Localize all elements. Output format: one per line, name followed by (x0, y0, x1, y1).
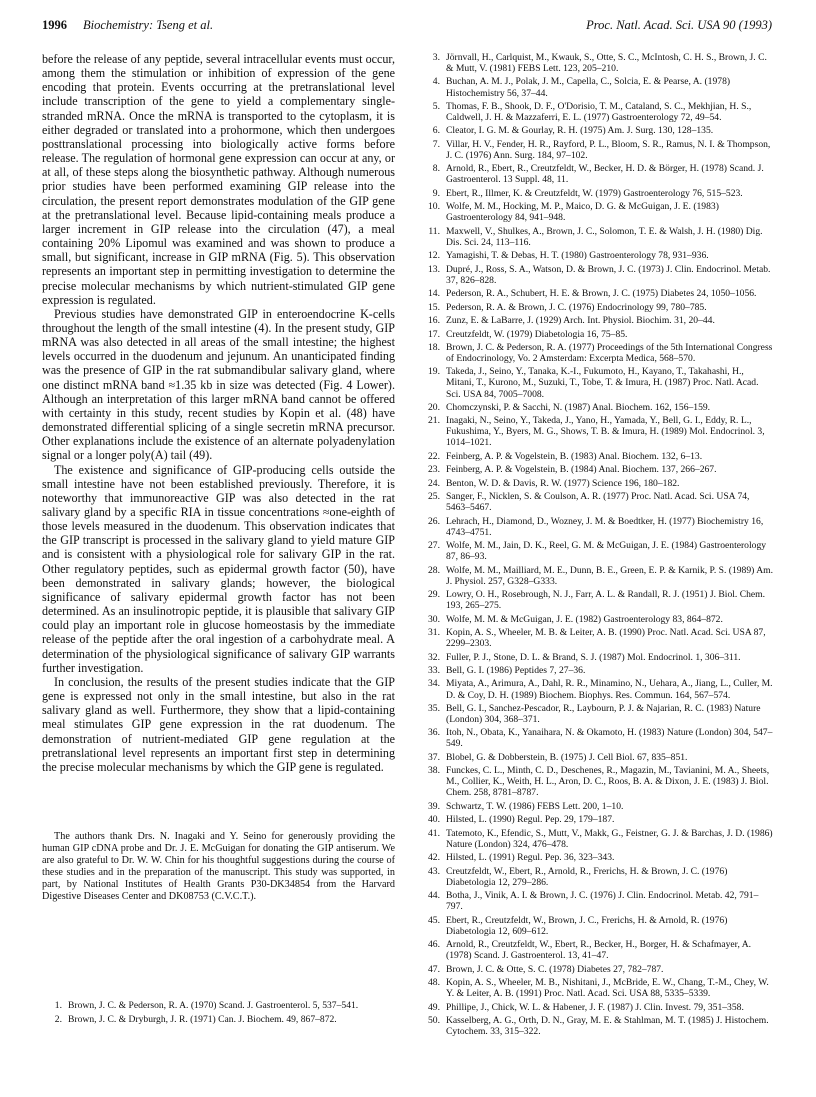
reference-number: 36. (428, 727, 440, 739)
journal-section: Biochemistry: Tseng et al. (83, 18, 214, 32)
reference-number: 11. (428, 225, 440, 237)
reference-number: 45. (428, 914, 440, 926)
reference-item (420, 589, 774, 611)
reference-text: Brown, J. C. & Pederson, R. A. (1977) Proceedings of the 5th International Congress of Endocrinology, Vo. 2 Amsterdam: Excerpta Medica, 568–570. (446, 341, 773, 364)
page-number: 1996 (42, 18, 67, 32)
reference-text: Ebert, R., Illmer, K. & Creutzfeldt, W. (1979) Gastroenterology 76, 515–523. (446, 187, 743, 199)
reference-text: Arnold, R., Creutzfeldt, W., Ebert, R., Becker, H., Borger, H. & Schafmayer, A. (1978) Scand. J. Gastroenterol. 13, 41–47. (446, 939, 752, 962)
reference-text: Hilsted, L. (1991) Regul. Pep. 36, 323–343. (446, 852, 615, 864)
reference-text: Blobel, G. & Dobberstein, B. (1975) J. Cell Biol. 67, 835–851. (446, 751, 688, 763)
reference-text: Pederson, R. A. & Brown, J. C. (1976) Endocrinology 99, 780–785. (446, 301, 707, 313)
reference-text: Kopin, A. S., Wheeler, M. B., Nishitani, J., McBride, E. W., Chang, T.-M., Chey, W. Y. & Leiter, A. B. (1991) Proc. Natl. Acad. Sci. USA 88, 5335–5339. (446, 977, 769, 1000)
reference-item (420, 939, 774, 961)
reference-item (420, 652, 774, 663)
reference-number: 39. (428, 800, 440, 812)
reference-item (420, 614, 774, 625)
reference-number: 49. (428, 1001, 440, 1013)
reference-item (420, 915, 774, 937)
reference-text: Cleator, I. G. M. & Gourlay, R. H. (1975) Am. J. Surg. 130, 128–135. (446, 125, 714, 137)
reference-number: 20. (428, 401, 440, 413)
reference-text: Thomas, F. B., Shook, D. F., O'Dorisio, T. M., Cataland, S. C., Mekhjian, H. S., Caldwell, J. H. & Mazzaferri, E. L. (1977) Gastroenterology 72, 49–54. (446, 100, 752, 124)
reference-text: Buchan, A. M. J., Polak, J. M., Capella, C., Solcia, E. & Pearse, A. (1978) Histochemistry 56, 37–44. (446, 76, 731, 99)
reference-number: 48. (428, 977, 440, 989)
reference-text: Sanger, F., Nicklen, S. & Coulson, A. R. (1977) Proc. Natl. Acad. Sci. USA 74, 5463–5467. (446, 491, 750, 514)
discussion-column (42, 52, 395, 774)
reference-item (420, 101, 774, 123)
references-right (420, 52, 774, 1039)
reference-item (420, 288, 774, 299)
reference-item (420, 125, 774, 136)
reference-number: 46. (428, 939, 440, 951)
reference-text: Creutzfeldt, W. (1979) Diabetologia 16, 75–85. (446, 328, 628, 340)
reference-item (420, 451, 774, 462)
reference-number: 5. (432, 100, 440, 112)
reference-item (420, 329, 774, 340)
reference-number: 37. (428, 751, 440, 763)
reference-text: Hilsted, L. (1990) Regul. Pep. 29, 179–187. (446, 814, 615, 826)
reference-item (420, 977, 774, 999)
reference-text: Funckes, C. L., Minth, C. D., Deschenes, R., Magazin, M., Tavianini, M. A., Sheets, M., Collier, K., Weith, H. L., Aron, D. C., Roos, B. A. & Dixon, J. E. (1983) J. Biol. Chem. 258, 8781–8787. (446, 765, 770, 799)
reference-text: Lowry, O. H., Rosebrough, N. J., Farr, A. L. & Randall, R. J. (1951) J. Biol. Chem. 193, 265–275. (446, 589, 766, 612)
reference-text: Fuller, P. J., Stone, D. L. & Brand, S. J. (1987) Mol. Endocrinol. 1, 306–311. (446, 651, 741, 663)
reference-item (420, 163, 774, 185)
reference-number: 16. (428, 315, 440, 327)
reference-text: Takeda, J., Seino, Y., Tanaka, K.-I., Fukumoto, H., Kayano, T., Takahashi, H., Mitani, T., Kurono, M., Suzuki, T., Tobe, T. & Imura, H. (1987) Proc. Natl. Acad. Sci. USA 84, 7005–7008. (446, 366, 759, 400)
reference-number: 3. (432, 52, 440, 63)
reference-item (420, 1002, 774, 1013)
reference-item (420, 627, 774, 649)
reference-text: Brown, J. C. & Pederson, R. A. (1970) Scand. J. Gastroenterol. 5, 537–541. (68, 1000, 359, 1011)
reference-text: Itoh, N., Obata, K., Yanaihara, N. & Okamoto, H. (1983) Nature (London) 304, 547–549. (446, 727, 773, 750)
reference-number: 26. (428, 515, 440, 527)
reference-number: 27. (428, 540, 440, 552)
reference-number: 9. (432, 187, 440, 199)
reference-text: Feinberg, A. P. & Vogelstein, B. (1983) Anal. Biochem. 132, 6–13. (446, 450, 703, 462)
reference-number: 35. (428, 702, 440, 714)
reference-number: 8. (432, 163, 440, 175)
reference-item (420, 188, 774, 199)
reference-number: 38. (428, 765, 440, 777)
reference-text: Inagaki, N., Seino, Y., Takeda, J., Yano, H., Yamada, Y., Bell, G. I., Eddy, R. L., Fukushima, Y., Byers, M. G., Shows, T. B. & Imura, H. (1989) Mol. Endocrinol. 3, 1014–1021. (446, 415, 765, 449)
reference-number: 24. (428, 477, 440, 489)
reference-text: Schwartz, T. W. (1986) FEBS Lett. 200, 1–10. (446, 800, 624, 812)
reference-text: Bell, G. I., Sanchez-Pescador, R., Laybourn, P. J. & Najarian, R. C. (1983) Nature (London) 304, 368–371. (446, 702, 761, 725)
reference-text: Kopin, A. S., Wheeler, M. B. & Leiter, A. B. (1990) Proc. Natl. Acad. Sci. USA 87, 2299–2303. (446, 627, 766, 650)
reference-text: Wolfe, M. M., Hocking, M. P., Maico, D. G. & McGuigan, J. E. (1983) Gastroenterology 84, 941–948. (446, 201, 719, 224)
reference-number: 17. (428, 328, 440, 340)
body-paragraph: The existence and significance of GIP-producing cells outside the small intestine have not been established previously. Therefore, it is noteworthy that immunoreactive GIP was also detected in the rat salivary gland by a specific RIA in tissue concentrations ≈one-eighth of those levels measured in the duodenum. This observation indicates that the GIP transcript is processed in the salivary gland to yield mature GIP and is consistent with a physiological role for salivary GIP in the rat. Other regulatory peptides, such as epidermal growth factor (50), have been demonstrated in salivary glands; however, the biological significance of salivary epidermal growth factor has not been determined. As an insulinotropic peptide, it is plausible that salivary GIP could play an important role in glucose homeostasis by the immediate release of the peptide after the oral ingestion of a carbohydrate meal. A determination of the physiological significance of salivary GIP warrants further investigation. (42, 462, 395, 675)
reference-number: 7. (432, 138, 440, 150)
reference-text: Feinberg, A. P. & Vogelstein, B. (1984) Anal. Biochem. 137, 266–267. (446, 464, 717, 476)
reference-item (420, 866, 774, 888)
reference-item (420, 801, 774, 812)
reference-item (420, 402, 774, 413)
reference-text: Miyata, A., Arimura, A., Dahl, R. R., Minamino, N., Uehara, A., Jiang, L., Culler, M. D. & Coy, D. H. (1989) Biochem. Biophys. Res. Commun. 164, 567–574. (446, 678, 773, 701)
acknowledgment: The authors thank Drs. N. Inagaki and Y. Seino for generously providing the human GIP cDNA probe and Dr. J. E. McGuigan for donating the GIP antiserum. We are also grateful to Dr. W. W. Chin for his thoughtful suggestions during the course of these studies and in the preparation of the manuscript. This study was supported, in part, by National Institutes of Health Grants P30-DK34854 from the Harvard Digestive Diseases Center and DK08753 (C.V.C.T.). (42, 831, 395, 902)
reference-item (420, 852, 774, 863)
reference-item (420, 964, 774, 975)
reference-item (420, 752, 774, 763)
reference-number: 29. (428, 589, 440, 601)
reference-number: 28. (428, 564, 440, 576)
reference-number: 4. (432, 76, 440, 88)
reference-number: 21. (428, 415, 440, 427)
reference-item (420, 264, 774, 286)
reference-item (420, 727, 774, 749)
reference-number: 15. (428, 301, 440, 313)
reference-number: 13. (428, 263, 440, 275)
reference-number: 43. (428, 865, 440, 877)
reference-text: Arnold, R., Ebert, R., Creutzfeldt, W., Becker, H. D. & Börger, H. (1978) Scand. J. Gastroenterol. 13 Suppl. 48, 11. (446, 163, 764, 186)
reference-item (420, 139, 774, 161)
reference-text: Bell, G. I. (1986) Peptides 7, 27–36. (446, 665, 586, 677)
reference-text: Chomczynski, P. & Sacchi, N. (1987) Anal. Biochem. 162, 156–159. (446, 401, 711, 413)
reference-item (420, 52, 774, 74)
reference-number: 6. (432, 125, 440, 137)
reference-number: 41. (428, 827, 440, 839)
reference-item (420, 342, 774, 364)
reference-item (420, 516, 774, 538)
reference-number: 34. (428, 678, 440, 690)
reference-item (420, 540, 774, 562)
reference-number: 31. (428, 627, 440, 639)
reference-text: Wolfe, M. M., Mailliard, M. E., Dunn, B. E., Green, E. P. & Karnik, P. S. (1989) Am. J. Physiol. 257, G328–G333. (446, 564, 773, 587)
reference-text: Botha, J., Vinik, A. I. & Brown, J. C. (1976) J. Clin. Endocrinol. Metab. 42, 791–797. (446, 890, 759, 913)
reference-item (42, 1000, 395, 1011)
reference-item (420, 302, 774, 313)
reference-item (420, 678, 774, 700)
reference-number: 42. (428, 852, 440, 864)
body-paragraph: before the release of any peptide, several intracellular events must occur, among them the stimulation or inhibition of expression of the gene encoding that protein. Events occurring at the pretranslational level include transcription of the gene to yield a complementary single-stranded mRNA. Once the mRNA is transported to the cytoplasm, it is either degraded or translated into a prohormone, which then undergoes posttranslational processing into biologically active forms before release. The regulation of hormonal gene expression can occur at any, or at all, of these steps along the biosynthetic pathway. Although numerous prior studies have been performed examining GIP release into the circulation, the present report demonstrates modulation of the GIP gene at the pretranslational level. Because lipid-containing meals produce a larger increment in GIP release into the circulation (47), a meal containing 20% Lipomul was examined and was shown to produce a small, but significant, increase in GIP mRNA (Fig. 5). This observation represents an important step in permitting investigation to determine the precise molecular mechanisms by which nutrient-stimulated GIP gene expression is regulated. (42, 52, 395, 307)
reference-text: Brown, J. C. & Otte, S. C. (1978) Diabetes 27, 782–787. (446, 963, 664, 975)
reference-number: 25. (428, 491, 440, 503)
reference-text: Wolfe, M. M., Jain, D. K., Reel, G. M. & McGuigan, J. E. (1984) Gastroenterology 87, 86–93. (446, 540, 767, 563)
reference-text: Maxwell, V., Shulkes, A., Brown, J. C., Solomon, T. E. & Walsh, J. H. (1980) Dig. Dis. Sci. 24, 113–116. (446, 225, 763, 248)
reference-number: 12. (428, 250, 440, 262)
reference-number: 18. (428, 341, 440, 353)
body-paragraph: In conclusion, the results of the present studies indicate that the GIP gene is expressed not only in the small intestine, but also in the rat salivary gland as well. Furthermore, they show that a lipid-containing meal stimulates GIP gene expression in the rat duodenum. The demonstration of nutrient-mediated GIP gene regulation at the pretranslational level represents an important first step in determining the precise molecular mechanisms by which the GIP gene is regulated. (42, 674, 395, 774)
reference-item (420, 1015, 774, 1037)
reference-number: 22. (428, 450, 440, 462)
reference-text: Tatemoto, K., Efendic, S., Mutt, V., Makk, G., Feistner, G. J. & Barchas, J. D. (1986) Nature (London) 324, 476–478. (446, 827, 773, 850)
reference-number: 30. (428, 613, 440, 625)
reference-text: Creutzfeldt, W., Ebert, R., Arnold, R., Frerichs, H. & Brown, J. C. (1976) Diabetologia 12, 279–286. (446, 865, 728, 888)
reference-item (420, 415, 774, 448)
reference-item (420, 464, 774, 475)
reference-item (420, 250, 774, 261)
reference-item (420, 478, 774, 489)
reference-item (420, 665, 774, 676)
reference-text: Lehrach, H., Diamond, D., Wozney, J. M. & Boedtker, H. (1977) Biochemistry 16, 4743–4751. (446, 515, 764, 538)
reference-number: 47. (428, 963, 440, 975)
reference-number: 14. (428, 288, 440, 300)
reference-item (420, 890, 774, 912)
reference-item (420, 315, 774, 326)
page-header (42, 18, 772, 33)
reference-text: Yamagishi, T. & Debas, H. T. (1980) Gastroenterology 78, 931–936. (446, 250, 709, 262)
reference-text: Jörnvall, H., Carlquist, M., Kwauk, S., Otte, S. C., McIntosh, C. H. S., Brown, J. C. & Mutt, V. (1981) FEBS Lett. 123, 205–210. (446, 52, 767, 75)
reference-number: 32. (428, 651, 440, 663)
reference-number: 19. (428, 366, 440, 378)
reference-text: Brown, J. C. & Dryburgh, J. R. (1971) Can. J. Biochem. 49, 867–872. (68, 1013, 337, 1025)
reference-number: 33. (428, 665, 440, 677)
reference-item (420, 828, 774, 850)
reference-number: 10. (428, 201, 440, 213)
reference-item (420, 201, 774, 223)
reference-number: 50. (428, 1014, 440, 1026)
reference-number: 1. (54, 1000, 62, 1011)
reference-item (420, 565, 774, 587)
reference-item (420, 703, 774, 725)
reference-number: 40. (428, 814, 440, 826)
reference-item (420, 765, 774, 798)
reference-text: Pederson, R. A., Schubert, H. E. & Brown, J. C. (1975) Diabetes 24, 1050–1056. (446, 288, 757, 300)
reference-text: Dupré, J., Ross, S. A., Watson, D. & Brown, J. C. (1973) J. Clin. Endocrinol. Metab. 37, 826–828. (446, 263, 771, 286)
reference-text: Ebert, R., Creutzfeldt, W., Brown, J. C., Frerichs, H. & Arnold, R. (1976) Diabetologia 12, 609–612. (446, 914, 728, 937)
reference-text: Zunz, E. & LaBarre, J. (1929) Arch. Int. Physiol. Biochim. 31, 20–44. (446, 315, 715, 327)
references-left (42, 1000, 395, 1027)
body-paragraph: Previous studies have demonstrated GIP in enteroendocrine K-cells throughout the length of the small intestine (4). In the present study, GIP mRNA was also detected in all areas of the small intestine; the highest levels occurred in the duodenum and jejunum. An unanticipated finding was the presence of GIP in the rat submandibular salivary gland, where one distinct mRNA band ≈1.35 kb in size was detected (Fig. 4 Lower). Although an interpretation of this larger mRNA band cannot be offered with certainty in this study, recent studies by Kopin et al. (48) have demonstrated differential splicing of a single secretin mRNA precursor. Other explanations include the existence of an alternate polyadenylation signal or a longer poly(A) tail (49). (42, 306, 395, 463)
reference-number: 2. (54, 1013, 62, 1025)
reference-item (420, 491, 774, 513)
reference-number: 23. (428, 464, 440, 476)
reference-item (42, 1014, 395, 1025)
journal-citation: Proc. Natl. Acad. Sci. USA 90 (1993) (586, 18, 772, 32)
reference-text: Villar, H. V., Fender, H. R., Rayford, P. L., Bloom, S. R., Ramus, N. I. & Thompson, J. C. (1976) Ann. Surg. 184, 97–102. (446, 138, 771, 161)
reference-text: Benton, W. D. & Davis, R. W. (1977) Science 196, 180–182. (446, 477, 680, 489)
reference-text: Wolfe, M. M. & McGuigan, J. E. (1982) Gastroenterology 83, 864–872. (446, 613, 723, 625)
reference-text: Phillipe, J., Chick, W. L. & Habener, J. F. (1987) J. Clin. Invest. 79, 351–358. (446, 1001, 744, 1013)
reference-item (420, 814, 774, 825)
reference-item (420, 366, 774, 399)
reference-item (420, 76, 774, 98)
reference-item (420, 226, 774, 248)
reference-text: Kasselberg, A. G., Orth, D. N., Gray, M. E. & Stahlman, M. T. (1985) J. Histochem. Cytochem. 33, 315–322. (446, 1014, 769, 1038)
reference-number: 44. (428, 890, 440, 902)
